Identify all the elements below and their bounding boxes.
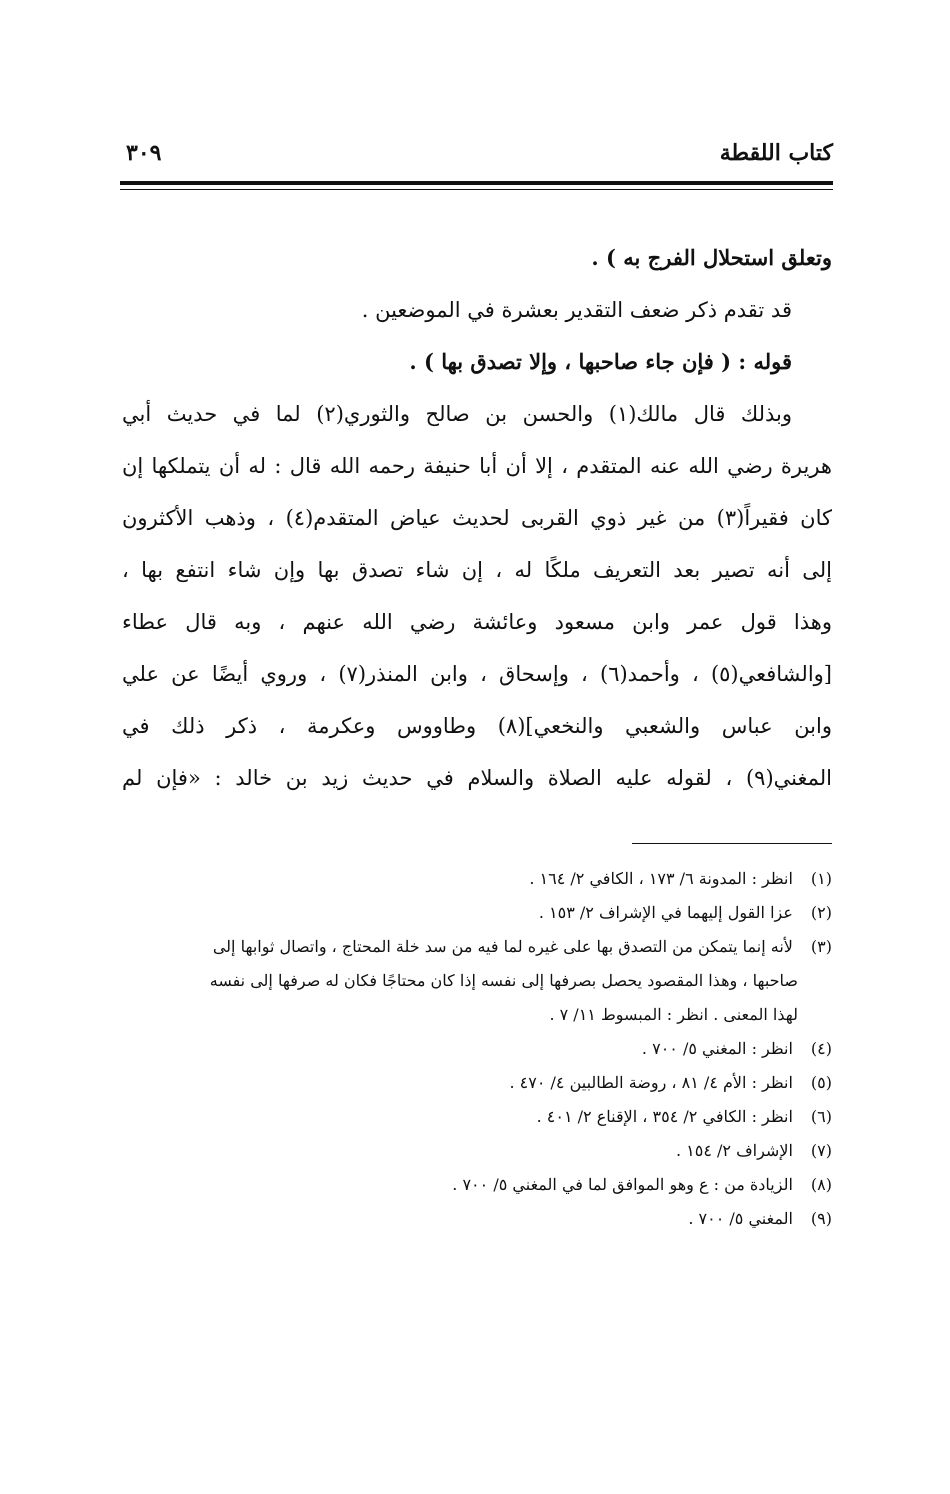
text-line: قد تقدم ذكر ضعف التقدير بعشرة في الموضعين . xyxy=(361,298,792,322)
text-line: وهذا قول عمر وابن مسعود وعائشة رضي الله عنهم ، وبه قال عطاء xyxy=(122,610,832,634)
text-line: إلى أنه تصير بعد التعريف ملكًا له ، إن شاء تصدق بها وإن شاء انتفع بها ، xyxy=(122,558,832,582)
page-number: ٣٠٩ xyxy=(126,140,162,166)
footnote-number: (٥) xyxy=(810,1073,832,1092)
footnote-7 xyxy=(122,1134,832,1168)
footnote-3 xyxy=(122,930,832,964)
footnote-text: صاحبها ، وهذا المقصود يحصل بصرفها إلى نفسه إذا كان محتاجًا فكان له صرفها إلى نفسه xyxy=(209,971,798,990)
footnote-3-continued xyxy=(122,998,832,1032)
text-line: المغني(٩) ، لقوله عليه الصلاة والسلام في حديث زيد بن خالد : «فإن لم xyxy=(122,766,832,790)
footnote-text: لهذا المعنى . انظر : المبسوط ١١/ ٧ . xyxy=(549,1005,798,1024)
footnote-text: الزيادة من : ع وهو الموافق لما في المغني ٥/ ٧٠٠ . xyxy=(452,1175,793,1194)
footnote-separator xyxy=(632,843,832,844)
footnote-text: انظر : الأم ٤/ ٨١ ، روضة الطالبين ٤/ ٤٧٠ . xyxy=(509,1073,793,1092)
text-line: هريرة رضي الله عنه المتقدم ، إلا أن أبا حنيفة رحمه الله قال : له أن يتملكها إن xyxy=(122,454,832,478)
text-line: قوله : ( فإن جاء صاحبها ، وإلا تصدق بها ) . xyxy=(409,349,792,374)
footnote-number: (٨) xyxy=(810,1175,832,1194)
footnote-number: (١) xyxy=(810,869,832,888)
page-header xyxy=(120,138,833,178)
footnote-text: انظر : المدونة ٦/ ١٧٣ ، الكافي ٢/ ١٦٤ . xyxy=(529,869,793,888)
text-line: [والشافعي(٥) ، وأحمد(٦) ، وإسحاق ، وابن المنذر(٧) ، وروي أيضًا عن علي xyxy=(122,662,832,686)
text-line: وتعلق استحلال الفرج به ) . xyxy=(591,245,832,270)
footnote-8 xyxy=(122,1168,832,1202)
footnote-number: (٦) xyxy=(810,1107,832,1126)
footnote-6 xyxy=(122,1100,832,1134)
footnote-number: (٧) xyxy=(810,1141,832,1160)
body-text xyxy=(122,232,832,804)
footnote-text: انظر : المغني ٥/ ٧٠٠ . xyxy=(641,1039,793,1058)
footnote-text: المغني ٥/ ٧٠٠ . xyxy=(688,1209,793,1228)
footnotes xyxy=(122,862,832,1236)
footnote-2 xyxy=(122,896,832,930)
footnote-number: (٢) xyxy=(810,903,832,922)
footnote-text: لأنه إنما يتمكن من التصدق بها على غيره لما فيه من سد خلة المحتاج ، واتصال ثوابها إلى xyxy=(212,937,793,956)
footnote-9 xyxy=(122,1202,832,1236)
footnote-number: (٣) xyxy=(810,937,832,956)
footnote-text: عزا القول إليهما في الإشراف ٢/ ١٥٣ . xyxy=(538,903,793,922)
text-line: كان فقيراً(٣) من غير ذوي القربى لحديث عياض المتقدم(٤) ، وذهب الأكثرون xyxy=(122,506,832,530)
text-line: وبذلك قال مالك(١) والحسن بن صالح والثوري(٢) لما في حديث أبي xyxy=(122,402,793,426)
footnote-5 xyxy=(122,1066,832,1100)
footnote-number: (٩) xyxy=(810,1209,832,1228)
footnote-text: انظر : الكافي ٢/ ٣٥٤ ، الإقناع ٢/ ٤٠١ . xyxy=(536,1107,793,1126)
footnote-text: الإشراف ٢/ ١٥٤ . xyxy=(675,1141,793,1160)
header-rule-thin xyxy=(120,189,833,190)
text-line: وابن عباس والشعبي والنخعي](٨) وطاووس وعكرمة ، ذكر ذلك في xyxy=(122,714,832,738)
footnote-1 xyxy=(122,862,832,896)
footnote-3-continued xyxy=(122,964,832,998)
footnote-number: (٤) xyxy=(810,1039,832,1058)
header-rule-thick xyxy=(120,181,833,185)
book-title: كتاب اللقطة xyxy=(719,140,833,166)
footnote-4 xyxy=(122,1032,832,1066)
